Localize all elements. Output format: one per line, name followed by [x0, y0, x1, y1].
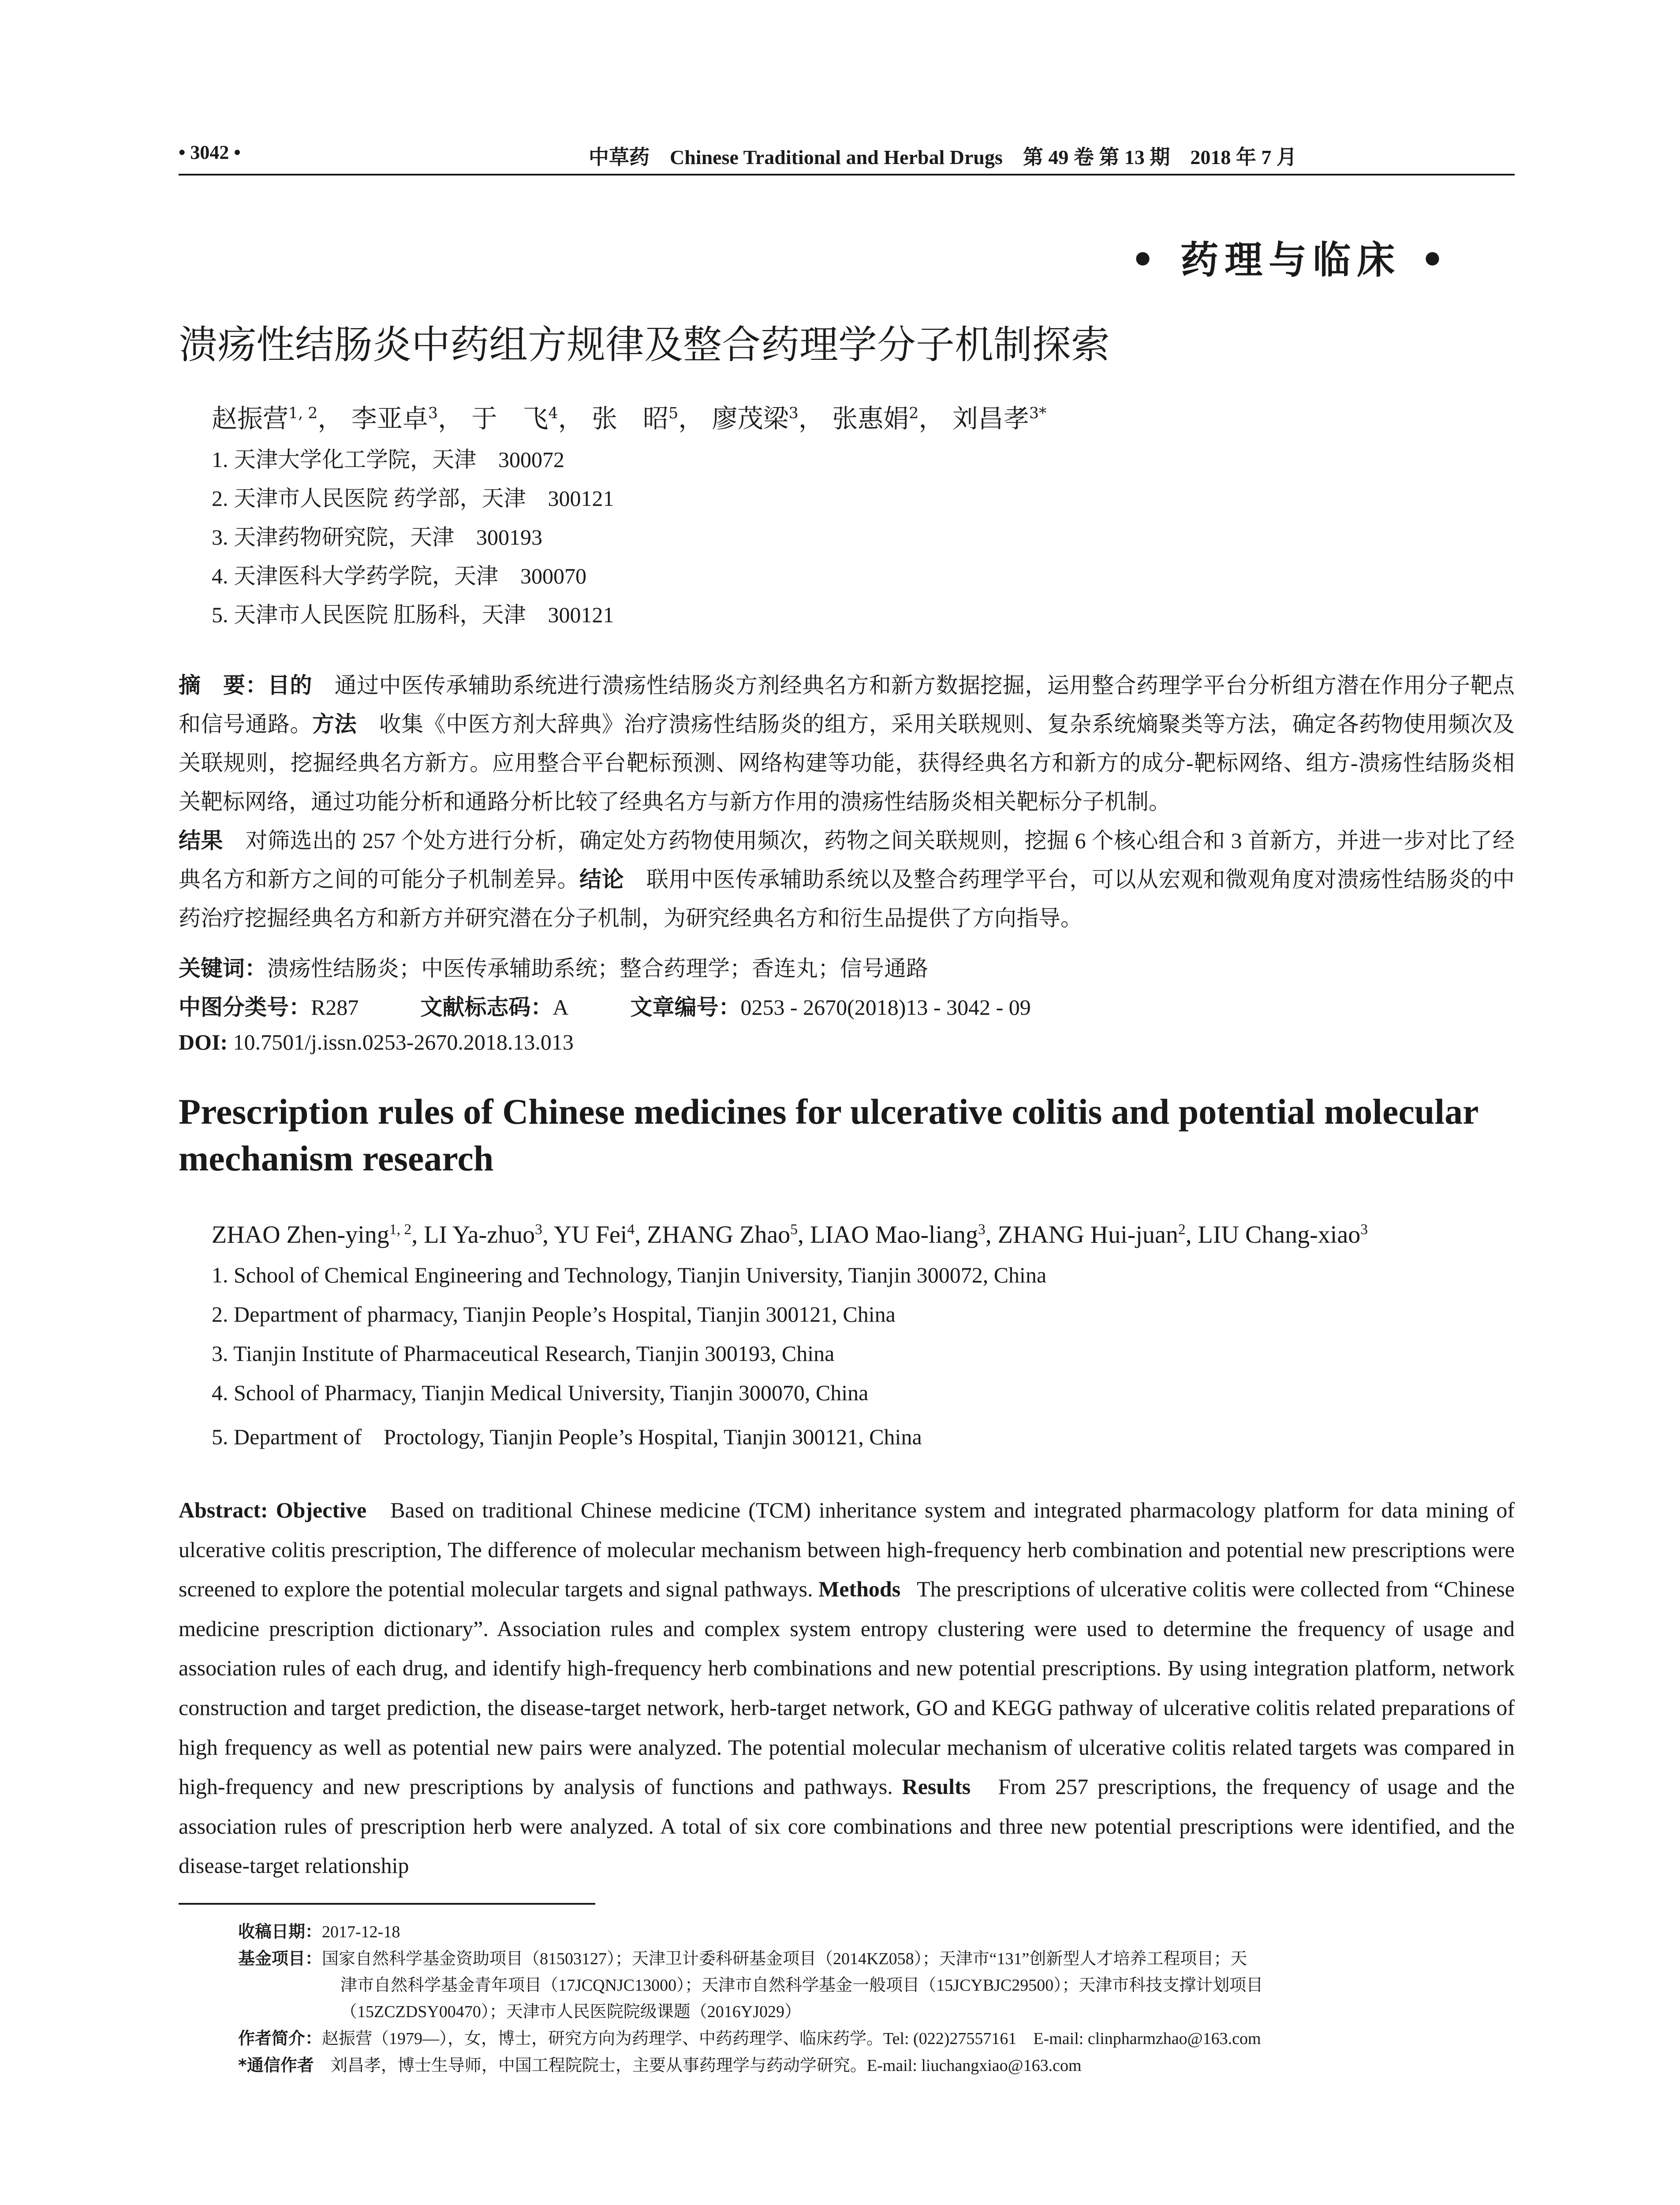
affiliation-item: 3. Tianjin Institute of Pharmaceutical Research, Tianjin 300193, China — [212, 1341, 835, 1366]
article-no-value: 0253 - 2670(2018)13 - 3042 - 09 — [740, 995, 1031, 1020]
abstract-en — [179, 1491, 1515, 1886]
running-header — [179, 140, 1515, 176]
affiliation-item: 2. Department of pharmacy, Tianjin People’s Hospital, Tianjin 300121, China — [212, 1302, 896, 1327]
journal-info: 中草药 Chinese Traditional and Herbal Drugs 第 49 卷 第 13 期 2018 年 7 月 — [589, 146, 1297, 168]
author-en: YU Fei$^4$ — [553, 1221, 635, 1248]
methods-label: 方法 — [312, 711, 357, 737]
results-label: 结果 — [179, 828, 223, 853]
doi-label: DOI: — [179, 1030, 228, 1054]
corresponding-author: *通信作者 刘昌孝，博士生导师，中国工程院院士，主要从事药理学与药动学研究。E-mail: liuchangxiao@163.com — [238, 2056, 1082, 2075]
author-en: ZHAO Zhen-ying$^{1, 2}$ — [212, 1221, 412, 1248]
affiliation-item: 1. School of Chemical Engineering and Technology, Tianjin University, Tianjin 300072, China — [212, 1263, 1047, 1287]
author-bio: 作者简介：赵振营（1979—），女，博士，研究方向为药理学、中药药理学、临床药学。Tel: (022)27557161 E-mail: clinpharmzhao@163.com — [238, 2029, 1261, 2048]
author-cn: 刘昌孝$^{3*}$ — [952, 404, 1047, 434]
footnote-divider — [179, 1903, 595, 1905]
article-no-label: 文章编号： — [630, 994, 741, 1020]
abstract-cn — [179, 666, 1515, 938]
authors-en: ZHAO Zhen-ying$^{1, 2}$, LI Ya-zhuo$^3$, YU Fei$^4$, ZHANG Zhao$^5$, LIAO Mao-liang$^3$, ZHANG Hui-juan$^2$, LIU Chang-xiao$^3$ — [212, 1221, 1368, 1248]
clc-value: R287 — [311, 995, 359, 1020]
fund-info: 基金项目：国家自然科学基金资助项目（81503127）；天津卫计委科研基金项目（2014KZ058）；天津市“131”创新型人才培养工程项目；天 津市自然科学基金青年项目（17JCQNJC13000）；天津市自然科学基金一般项目（15JCYBJC29500）；天津市科技支撑计划项目 （15ZCZDSY00470）；天津市人民医院院级课题（2016YJ029） — [238, 1949, 1263, 2021]
affiliation-item: 4. School of Pharmacy, Tianjin Medical University, Tianjin 300070, China — [212, 1380, 869, 1405]
author-cn: 赵振营$^{1, 2}$ — [212, 404, 318, 434]
page-number: • 3042 • — [179, 142, 241, 163]
title-cn: 溃疡性结肠炎中药组方规律及整合药理学分子机制探索 — [179, 322, 1110, 367]
author-en: LIU Chang-xiao$^3$ — [1198, 1221, 1368, 1248]
conclusion-text: 联用中医传承辅助系统以及整合药理学平台，可以从宏观和微观角度对溃疡性结肠炎的中药治疗挖掘经典名方和新方并研究潜在分子机制，为研究经典名方和衍生品提供了方向指导。 — [179, 867, 1515, 931]
classification-line — [179, 990, 1093, 1021]
authors-cn: 赵振营$^{1, 2}$， 李亚卓$^3$， 于 飞$^4$， 张 昭$^5$， 廖茂梁$^3$， 张惠娟$^2$， 刘昌孝$^{3*}$ — [212, 404, 1047, 434]
section-label: • 药理与临床 • — [1131, 238, 1451, 282]
author-cn: 于 飞$^4$ — [471, 404, 558, 434]
abstract-label: 摘 要： — [179, 673, 268, 698]
keywords-label: 关键词： — [179, 956, 267, 981]
affiliations-cn — [212, 442, 614, 636]
affiliation-item: 3. 天津药物研究院，天津 300193 — [212, 525, 542, 549]
title-en: Prescription rules of Chinese medicines for ulcerative colitis and potential molecular mechanism research — [179, 1091, 1478, 1178]
results-text-en: From 257 prescriptions, the frequency of usage and the association rules of prescription herb were analyzed. A total of six core combinations and three new potential prescriptions were identified, and the disease-target relationship — [179, 1774, 1515, 1878]
author-en: LIAO Mao-liang$^3$ — [810, 1221, 986, 1248]
author-en: ZHANG Hui-juan$^2$ — [997, 1221, 1186, 1248]
objective-text: 通过中医传承辅助系统进行溃疡性结肠炎方剂经典名方和新方数据挖掘，运用整合药理学平台分析组方潜在作用分子靶点和信号通路。 — [179, 673, 1515, 736]
keywords-cn — [179, 951, 928, 983]
clc-label: 中图分类号： — [179, 994, 311, 1020]
received-date: 收稿日期：2017-12-18 — [238, 1922, 400, 1941]
abstract-en-label: Abstract: Objective — [179, 1498, 367, 1522]
author-en: ZHANG Zhao$^5$ — [647, 1221, 798, 1248]
affiliation-item: 5. Department of Proctology, Tianjin People’s Hospital, Tianjin 300121, China — [212, 1424, 922, 1449]
doc-code-value: A — [553, 995, 569, 1020]
doc-code-label: 文献标志码： — [420, 994, 553, 1020]
author-cn: 廖茂梁$^3$ — [712, 404, 799, 434]
affiliation-item: 1. 天津大学化工学院，天津 300072 — [212, 447, 564, 472]
affiliation-item: 2. 天津市人民医院 药学部，天津 300121 — [212, 486, 614, 511]
affiliation-item: 4. 天津医科大学药学院，天津 300070 — [212, 564, 586, 588]
author-cn: 张 昭$^5$ — [592, 404, 679, 434]
doi-value: 10.7501/j.issn.0253-2670.2018.13.013 — [233, 1030, 574, 1054]
methods-text: 收集《中医方剂大辞典》治疗溃疡性结肠炎的组方，采用关联规则、复杂系统熵聚类等方法，确定各药物使用频次及关联规则，挖掘经典名方新方。应用整合平台靶标预测、网络构建等功能，获得经典名方和新方的成分-靶标网络、组方-溃疡性结肠炎相关靶标网络，通过功能分析和通路分析比较了经典名方与新方作用的溃疡性结肠炎相关靶标分子机制。 — [179, 712, 1515, 814]
author-cn: 张惠娟$^2$ — [832, 404, 919, 434]
results-text: 对筛选出的 257 个处方进行分析，确定处方药物使用频次，药物之间关联规则，挖掘 6 个核心组合和 3 首新方，并进一步对比了经典名方和新方之间的可能分子机制差异。 — [179, 828, 1515, 892]
keywords-value: 溃疡性结肠炎；中医传承辅助系统；整合药理学；香连丸；信号通路 — [267, 956, 928, 981]
author-en: LI Ya-zhuo$^3$ — [424, 1221, 542, 1248]
objective-text-en: Based on traditional Chinese medicine (TCM) inheritance system and integrated pharmacology platform for data mining of ulcerative colitis prescription, The difference of molecular mechanism between high-frequency herb combination and potential new prescriptions were screened to explore the potential molecular targets and signal pathways. — [179, 1498, 1515, 1602]
affiliations-en — [212, 1262, 1046, 1458]
author-cn: 李亚卓$^3$ — [351, 404, 438, 434]
doi-line — [179, 1029, 574, 1055]
results-label-en: Results — [902, 1774, 971, 1799]
affiliation-item: 5. 天津市人民医院 肛肠科，天津 300121 — [212, 602, 614, 627]
methods-label-en: Methods — [818, 1577, 901, 1602]
footnotes — [238, 1918, 1515, 2079]
objective-label: 目的 — [268, 673, 313, 698]
methods-text-en: The prescriptions of ulcerative colitis were collected from “Chinese medicine prescription dictionary”. Association rules and complex system entropy clustering were used to determine the frequency of usage and association rules of each drug, and identify high-frequency herb combinations and new potential prescriptions. By using integration platform, network construction and target prediction, the disease-target network, herb-target network, GO and KEGG pathway of ulcerative colitis related preparations of high frequency as well as potential new pairs were analyzed. The potential molecular mechanism of ulcerative colitis related targets was compared in high-frequency and new prescriptions by analysis of functions and pathways. — [179, 1577, 1515, 1799]
conclusion-label: 结论 — [579, 867, 624, 892]
